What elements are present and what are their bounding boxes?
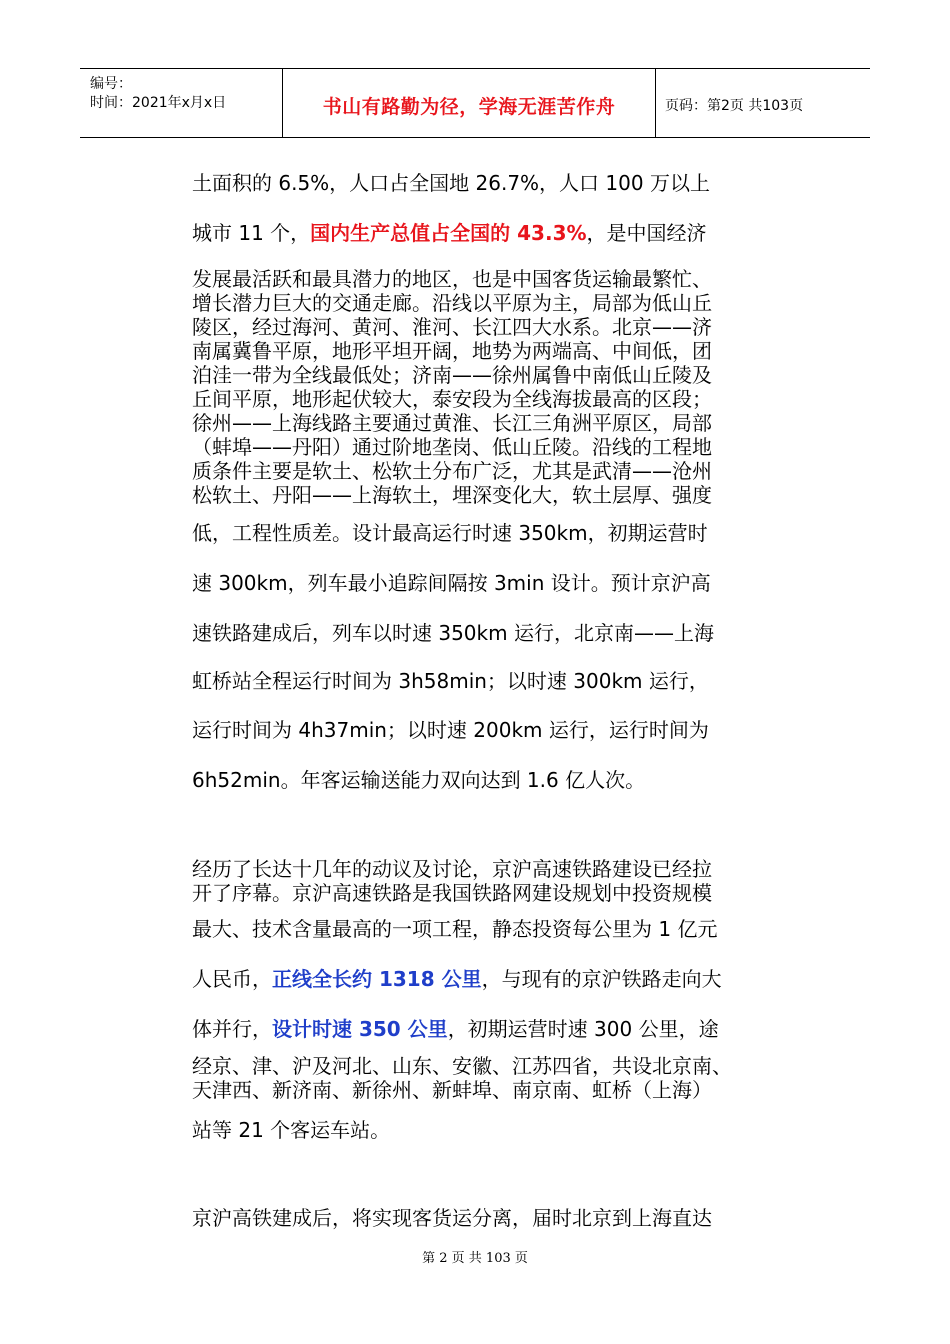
text-run: 经京、津、沪及河北、山东、安徽、江苏四省，共设北京南、 [192, 1054, 732, 1078]
text-run: 6h52min。年客运输送能力双向达到 1.6 亿人次。 [192, 768, 646, 792]
body-line [192, 267, 712, 291]
body-line [192, 1078, 712, 1102]
text-run: 增长潜力巨大的交通走廊。沿线以平原为主，局部为低山丘 [192, 291, 712, 315]
body-line [192, 857, 712, 881]
body-line [192, 411, 712, 435]
page-footer: 第 2 页 共 103 页 [422, 1251, 528, 1266]
text-run: 松软土、丹阳——上海软土，埋深变化大，软土层厚、强度 [192, 483, 712, 507]
text-run: 速 300km，列车最小追踪间隔按 3min 设计。预计京沪高 [192, 571, 711, 595]
text-run: 京沪高铁建成后，将实现客货运分离，届时北京到上海直达 [192, 1206, 712, 1230]
highlighted-text: 国内生产总值占全国的 43.3% [310, 221, 587, 245]
text-run: 人民币， [192, 967, 272, 991]
body-line [192, 459, 712, 483]
text-run: 质条件主要是软土、松软土分布广泛，尤其是武清——沧州 [192, 459, 712, 483]
text-run: 天津西、新济南、新徐州、新蚌埠、南京南、虹桥（上海） [192, 1078, 712, 1102]
text-run: 土面积的 6.5%，人口占全国地 26.7%，人口 100 万以上 [192, 171, 710, 195]
body-line [192, 171, 710, 195]
header-page-info: 页码：第2页 共103页 [665, 98, 804, 114]
text-run: 开了序幕。京沪高速铁路是我国铁路网建设规划中投资规模 [192, 881, 712, 905]
header-motto: 书山有路勤为径，学海无涯苦作舟 [322, 96, 616, 118]
text-run: 发展最活跃和最具潜力的地区，也是中国客货运输最繁忙、 [192, 267, 712, 291]
text-run: 南属冀鲁平原，地形平坦开阔，地势为两端高、中间低，团 [192, 339, 712, 363]
text-run: 丘间平原，地形起伏较大，泰安段为全线海拔最高的区段； [192, 387, 712, 411]
body-line [192, 1206, 712, 1230]
text-run: 速铁路建成后，列车以时速 350km 运行，北京南——上海 [192, 621, 714, 645]
body-line [192, 339, 712, 363]
text-run: 虹桥站全程运行时间为 3h58min；以时速 300km 运行， [192, 669, 709, 693]
body-line [192, 363, 712, 387]
body-line [192, 435, 712, 459]
body-line [192, 315, 712, 339]
text-run: 运行时间为 4h37min；以时速 200km 运行，运行时间为 [192, 718, 709, 742]
document-number-label: 编号： [90, 76, 132, 92]
highlighted-text: 设计时速 350 公里 [272, 1017, 448, 1041]
body-line [192, 718, 709, 742]
document-time-label: 时间：2021年x月x日 [90, 95, 227, 111]
body-line [192, 967, 722, 991]
body-line [192, 768, 645, 792]
text-run: ，初期运营时速 300 公里，途 [447, 1017, 719, 1041]
body-line [192, 521, 708, 545]
text-run: ，与现有的京沪铁路走向大 [481, 967, 722, 991]
text-run: （蚌埠——丹阳）通过阶地垄岗、低山丘陵。沿线的工程地 [192, 435, 712, 459]
header-page-cell [655, 69, 870, 137]
text-run: 站等 21 个客运车站。 [192, 1118, 391, 1142]
text-run: 低，工程性质差。设计最高运行时速 350km，初期运营时 [192, 521, 708, 545]
text-run: 体并行， [192, 1017, 272, 1041]
text-run: 泊洼一带为全线最低处；济南——徐州属鲁中南低山丘陵及 [192, 363, 712, 387]
body-line [192, 669, 709, 693]
body-line [192, 1118, 390, 1142]
text-run: 最大、技术含量最高的一项工程，静态投资每公里为 1 亿元 [192, 917, 718, 941]
highlighted-text: 正线全长约 1318 公里 [272, 967, 482, 991]
header-table [80, 68, 870, 138]
text-run: ，是中国经济 [586, 221, 707, 245]
text-run: 经历了长达十几年的动议及讨论，京沪高速铁路建设已经拉 [192, 857, 712, 881]
text-run: 陵区，经过海河、黄河、淮河、长江四大水系。北京——济 [192, 315, 712, 339]
body-line [192, 621, 714, 645]
body-line [192, 221, 707, 245]
body-line [192, 1054, 732, 1078]
body-line [192, 483, 712, 507]
body-line [192, 387, 712, 411]
body-line [192, 1017, 719, 1041]
text-run: 徐州——上海线路主要通过黄淮、长江三角洲平原区，局部 [192, 411, 712, 435]
header-motto-cell [282, 69, 656, 137]
body-line [192, 571, 711, 595]
header-meta-cell [80, 69, 281, 137]
body-line [192, 881, 712, 905]
body-line [192, 291, 712, 315]
text-run: 城市 11 个， [192, 221, 311, 245]
body-line [192, 917, 717, 941]
